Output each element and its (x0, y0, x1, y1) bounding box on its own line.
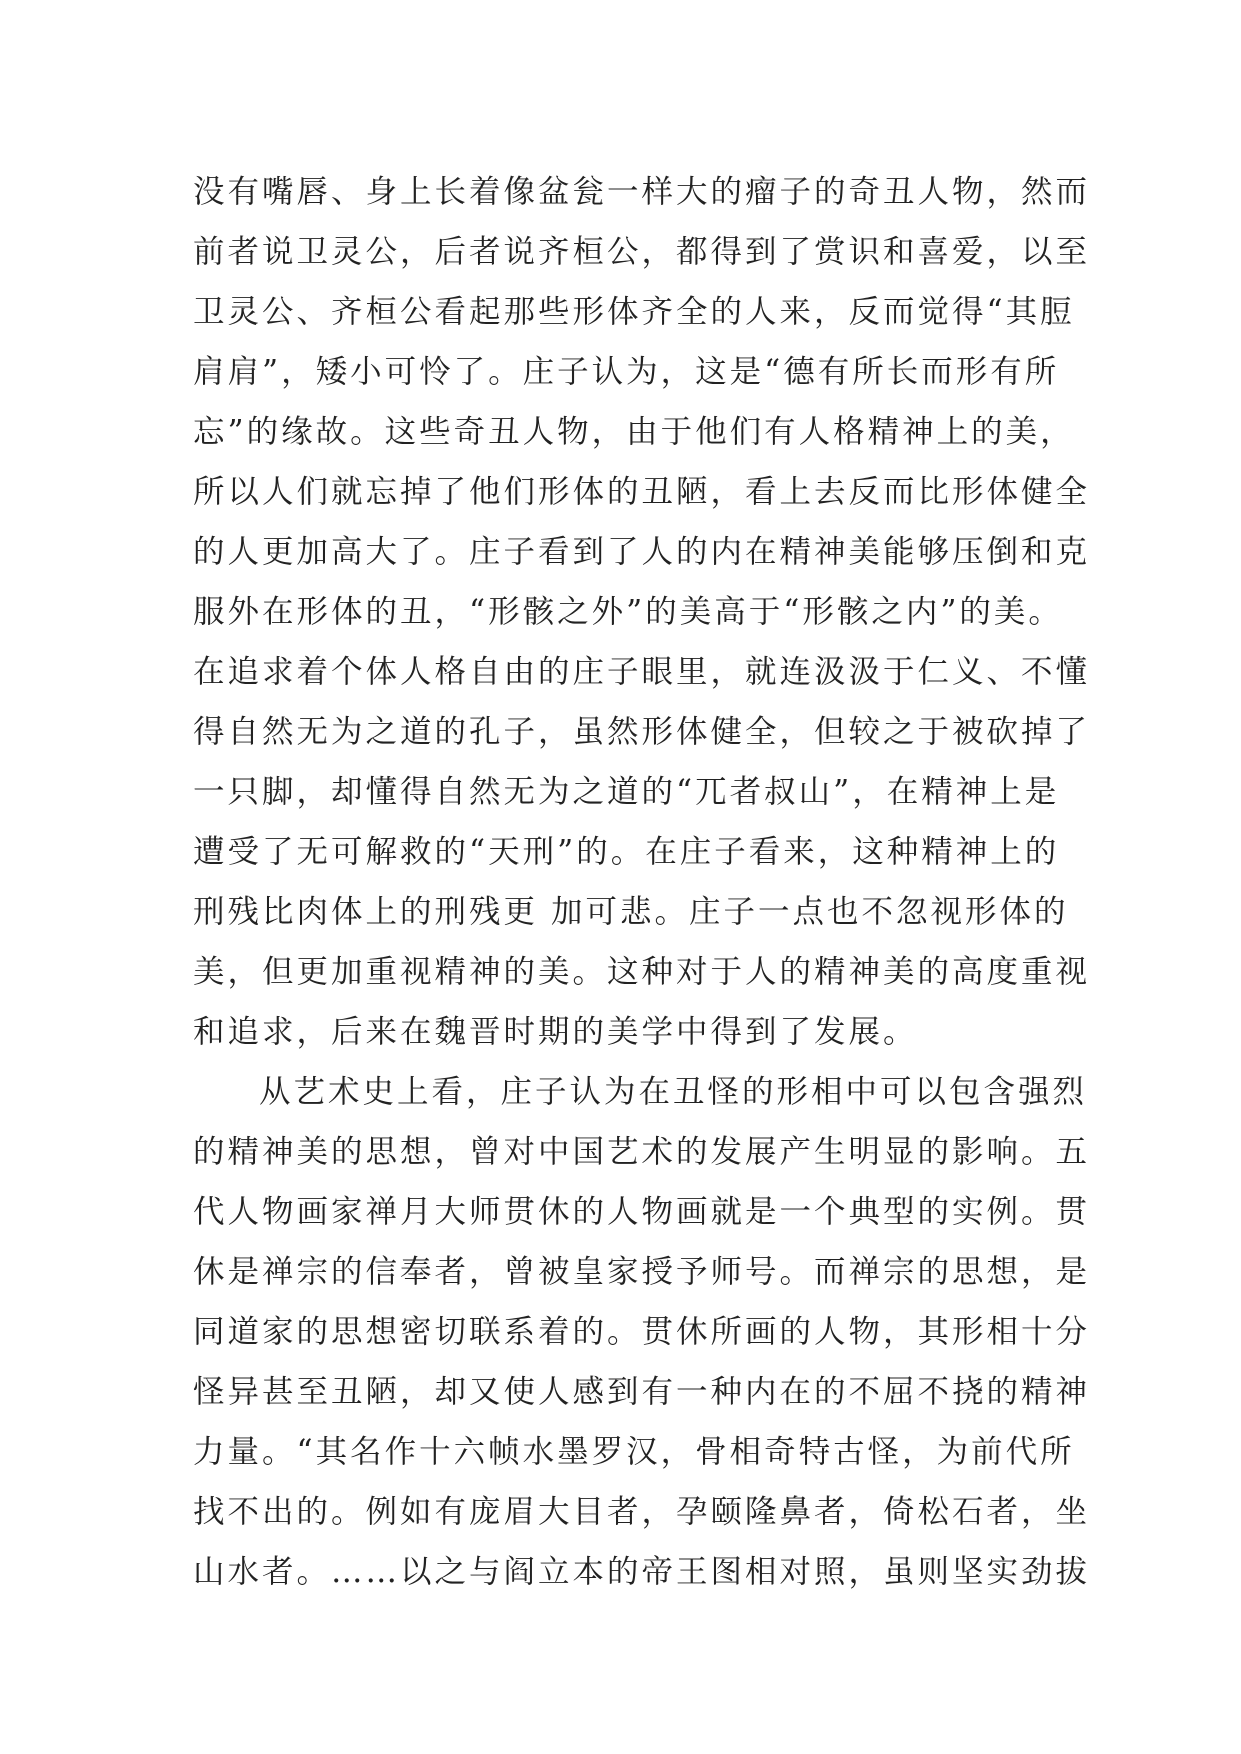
text-line: 所以人们就忘掉了他们形体的丑陋，看上去反而比形体健全 (193, 474, 1091, 510)
text-line: 没有嘴唇、身上长着像盆瓮一样大的瘤子的奇丑人物，然而 (193, 174, 1091, 210)
text-line: 的人更加高大了。庄子看到了人的内在精神美能够压倒和克 (193, 534, 1091, 570)
text-line: 肩肩”，矮小可怜了。庄子认为，这是“德有所长而形有所 (193, 354, 1060, 390)
text-line: 山水者。……以之与阎立本的帝王图相对照，虽则坚实劲拔 (193, 1554, 1091, 1590)
text-line: 和追求，后来在魏晋时期的美学中得到了发展。 (193, 1014, 918, 1050)
text-line: 力量。“其名作十六帧水墨罗汉，骨相奇特古怪，为前代所 (193, 1434, 1075, 1470)
text-line: 服外在形体的丑，“形骸之外”的美高于“形骸之内”的美。 (193, 594, 1063, 630)
text-line: 遭受了无可解救的“天刑”的。在庄子看来，这种精神上的 (193, 834, 1060, 870)
text-line: 休是禅宗的信奉者，曾被皇家授予师号。而禅宗的思想，是 (193, 1254, 1091, 1290)
text-line: 怪异甚至丑陋，却又使人感到有一种内在的不屈不挠的精神 (193, 1374, 1091, 1410)
text-line: 同道家的思想密切联系着的。贯休所画的人物，其形相十分 (193, 1314, 1091, 1350)
text-line: 在追求着个体人格自由的庄子眼里，就连汲汲于仁义、不懂 (193, 654, 1091, 690)
text-line: 美，但更加重视精神的美。这种对于人的精神美的高度重视 (193, 954, 1091, 990)
text-line: 忘”的缘故。这些奇丑人物，由于他们有人格精神上的美， (193, 414, 1075, 450)
text-line: 前者说卫灵公，后者说齐桓公，都得到了赏识和喜爱，以至 (193, 234, 1091, 270)
text-line: 的精神美的思想，曾对中国艺术的发展产生明显的影响。五 (193, 1134, 1091, 1170)
text-line: 卫灵公、齐桓公看起那些形体齐全的人来，反而觉得“其脰 (193, 294, 1075, 330)
paragraph-first-line: 从艺术史上看，庄子认为在丑怪的形相中可以包含强烈 (259, 1074, 1088, 1110)
text-line: 找不出的。例如有庞眉大目者，孕颐隆鼻者，倚松石者，坐 (193, 1494, 1091, 1530)
text-line: 一只脚，却懂得自然无为之道的“兀者叔山”，在精神上是 (193, 774, 1060, 810)
text-line: 代人物画家禅月大师贯休的人物画就是一个典型的实例。贯 (193, 1194, 1091, 1230)
body-text (193, 162, 1091, 1602)
text-line: 得自然无为之道的孔子，虽然形体健全，但较之于被砍掉了 (193, 714, 1091, 750)
text-line: 刑残比肉体上的刑残更 加可悲。庄子一点也不忽视形体的 (193, 894, 1069, 930)
